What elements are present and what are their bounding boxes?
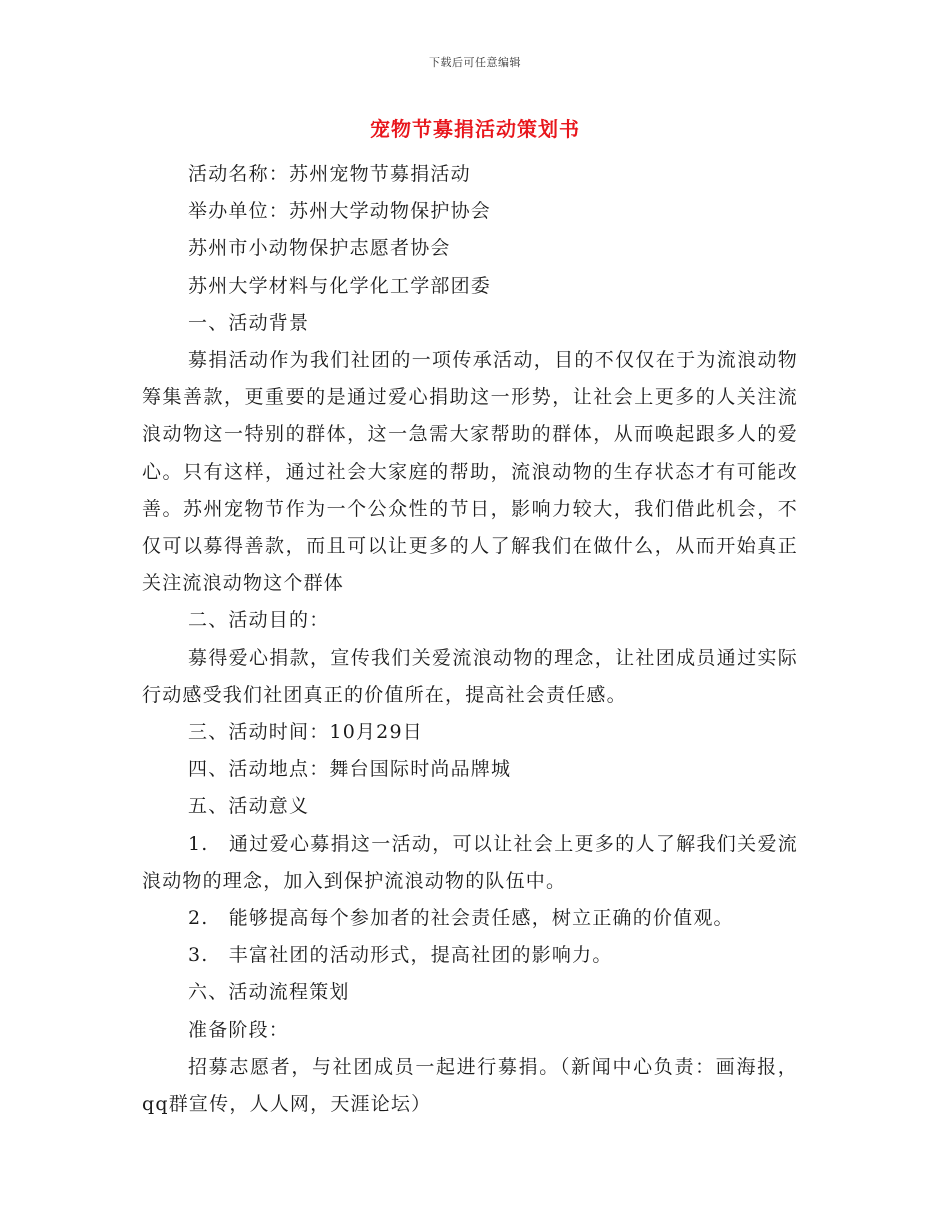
activity-location: 四、活动地点：舞台国际时尚品牌城 (188, 758, 512, 781)
activity-name: 活动名称：苏州宠物节募捐活动 (188, 163, 471, 185)
purpose-paragraph: 募得爱心捐款，宣传我们关爱流浪动物的理念，让社团成员通过实际行动感受我们社团真正的价值所在，提高社会责任感。 (142, 646, 798, 706)
significance-item-1: 1. 通过爱心募捐这一活动，可以让社会上更多的人了解我们关爱流浪动物的理念，加入到保护流浪动物的队伍中。 (142, 832, 798, 892)
section-heading-process: 六、活动流程策划 (188, 981, 350, 1004)
significance-item-2: 2. 能够提高每个参加者的社会责任感，树立正确的价值观。 (188, 907, 734, 930)
organizer-line-2: 苏州市小动物保护志愿者协会 (188, 237, 451, 260)
document-title: 宠物节募捐活动策划书 (370, 117, 580, 141)
preparation-paragraph: 招募志愿者，与社团成员一起进行募捐。（新闻中心负责：画海报，qq群宣传，人人网，天涯论坛） (142, 1055, 798, 1116)
organizer-line-3: 苏州大学材料与化学化工学部团委 (188, 274, 492, 297)
section-heading-background: 一、活动背景 (188, 311, 310, 334)
organizer-line-1: 举办单位：苏州大学动物保护协会 (188, 200, 492, 223)
activity-time: 三、活动时间：10月29日 (188, 721, 423, 744)
document-body (142, 156, 798, 1123)
background-paragraph: 募捐活动作为我们社团的一项传承活动，目的不仅仅在于为流浪动物筹集善款，更重要的是通过爱心捐助这一形势，让社会上更多的人关注流浪动物这一特别的群体，这一急需大家帮助的群体，从而唤起跟多人的爱心。只有这样，通过社会大家庭的帮助，流浪动物的生存状态才有可能改善。苏州宠物节作为一个公众性的节日，影响力较大，我们借此机会，不仅可以募得善款，而且可以让更多的人了解我们在做什么，从而开始真正关注流浪动物这个群体 (142, 349, 798, 595)
preparation-stage-label: 准备阶段： (188, 1018, 290, 1041)
section-heading-purpose: 二、活动目的： (188, 609, 330, 632)
significance-item-3: 3. 丰富社团的活动形式，提高社团的影响力。 (188, 944, 613, 967)
header-note: 下载后可任意编辑 (429, 56, 521, 69)
section-heading-significance: 五、活动意义 (188, 795, 310, 818)
